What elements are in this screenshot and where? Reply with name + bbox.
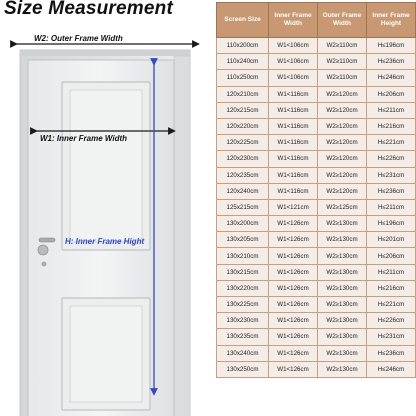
cell-inner-height: H≤216cm bbox=[367, 118, 416, 134]
cell-inner-height: H≤221cm bbox=[367, 297, 416, 313]
cell-inner-height: H≤236cm bbox=[367, 54, 416, 70]
cell-inner-width: W1<126cm bbox=[269, 248, 318, 264]
cell-screen-size: 130x200cm bbox=[217, 216, 269, 232]
cell-screen-size: 130x250cm bbox=[217, 361, 269, 377]
cell-screen-size: 130x235cm bbox=[217, 329, 269, 345]
table-row bbox=[217, 102, 416, 118]
cell-screen-size: 130x225cm bbox=[217, 297, 269, 313]
cell-outer-width: W2≥130cm bbox=[318, 345, 367, 361]
cell-inner-height: H≤226cm bbox=[367, 313, 416, 329]
cell-screen-size: 130x205cm bbox=[217, 232, 269, 248]
table-row bbox=[217, 151, 416, 167]
cell-inner-width: W1<126cm bbox=[269, 329, 318, 345]
table-row bbox=[217, 264, 416, 280]
cell-outer-width: W2≥130cm bbox=[318, 313, 367, 329]
cell-inner-width: W1<126cm bbox=[269, 216, 318, 232]
cell-outer-width: W2≥120cm bbox=[318, 135, 367, 151]
cell-screen-size: 130x210cm bbox=[217, 248, 269, 264]
cell-outer-width: W2≥120cm bbox=[318, 183, 367, 199]
cell-inner-width: W1<126cm bbox=[269, 313, 318, 329]
table-row bbox=[217, 345, 416, 361]
cell-inner-height: H≤196cm bbox=[367, 38, 416, 54]
cell-inner-width: W1<106cm bbox=[269, 38, 318, 54]
cell-inner-width: W1<126cm bbox=[269, 264, 318, 280]
header-screen-size: Screen Size bbox=[217, 3, 269, 38]
cell-screen-size: 120x230cm bbox=[217, 151, 269, 167]
cell-inner-height: H≤196cm bbox=[367, 216, 416, 232]
cell-outer-width: W2≥110cm bbox=[318, 70, 367, 86]
cell-outer-width: W2≥130cm bbox=[318, 232, 367, 248]
table-row bbox=[217, 297, 416, 313]
cell-inner-height: H≤206cm bbox=[367, 86, 416, 102]
cell-inner-height: H≤246cm bbox=[367, 70, 416, 86]
cell-inner-width: W1<126cm bbox=[269, 232, 318, 248]
cell-screen-size: 130x230cm bbox=[217, 313, 269, 329]
table-row bbox=[217, 232, 416, 248]
cell-screen-size: 120x210cm bbox=[217, 86, 269, 102]
cell-outer-width: W2≥130cm bbox=[318, 329, 367, 345]
cell-inner-width: W1<126cm bbox=[269, 280, 318, 296]
cell-outer-width: W2≥120cm bbox=[318, 118, 367, 134]
cell-outer-width: W2≥130cm bbox=[318, 216, 367, 232]
cell-inner-height: H≤211cm bbox=[367, 102, 416, 118]
cell-screen-size: 110x250cm bbox=[217, 70, 269, 86]
cell-inner-width: W1<116cm bbox=[269, 102, 318, 118]
door-drawing bbox=[0, 30, 212, 416]
cell-outer-width: W2≥120cm bbox=[318, 102, 367, 118]
size-table bbox=[216, 2, 416, 378]
cell-inner-height: H≤246cm bbox=[367, 361, 416, 377]
cell-inner-width: W1<116cm bbox=[269, 86, 318, 102]
cell-inner-width: W1<126cm bbox=[269, 297, 318, 313]
cell-inner-height: H≤221cm bbox=[367, 135, 416, 151]
cell-inner-height: H≤216cm bbox=[367, 280, 416, 296]
table-row bbox=[217, 216, 416, 232]
cell-inner-width: W1<106cm bbox=[269, 54, 318, 70]
cell-outer-width: W2≥120cm bbox=[318, 151, 367, 167]
table-row bbox=[217, 199, 416, 215]
table-row bbox=[217, 248, 416, 264]
table-header-row bbox=[217, 3, 416, 38]
table-row bbox=[217, 70, 416, 86]
cell-screen-size: 120x235cm bbox=[217, 167, 269, 183]
cell-inner-width: W1<116cm bbox=[269, 183, 318, 199]
table-row bbox=[217, 135, 416, 151]
cell-inner-width: W1<116cm bbox=[269, 118, 318, 134]
cell-outer-width: W2≥120cm bbox=[318, 86, 367, 102]
cell-inner-width: W1<116cm bbox=[269, 135, 318, 151]
cell-screen-size: 130x220cm bbox=[217, 280, 269, 296]
cell-outer-width: W2≥130cm bbox=[318, 361, 367, 377]
cell-outer-width: W2≥130cm bbox=[318, 248, 367, 264]
cell-inner-height: H≤231cm bbox=[367, 329, 416, 345]
cell-inner-height: H≤226cm bbox=[367, 151, 416, 167]
cell-screen-size: 110x240cm bbox=[217, 54, 269, 70]
cell-screen-size: 120x240cm bbox=[217, 183, 269, 199]
table-body bbox=[217, 38, 416, 378]
cell-inner-height: H≤201cm bbox=[367, 232, 416, 248]
cell-outer-width: W2≥130cm bbox=[318, 264, 367, 280]
cell-inner-height: H≤236cm bbox=[367, 183, 416, 199]
table-row bbox=[217, 329, 416, 345]
cell-outer-width: W2≥110cm bbox=[318, 54, 367, 70]
table-row bbox=[217, 167, 416, 183]
cell-inner-width: W1<116cm bbox=[269, 167, 318, 183]
cell-outer-width: W2≥130cm bbox=[318, 280, 367, 296]
cell-screen-size: 130x240cm bbox=[217, 345, 269, 361]
table-row bbox=[217, 313, 416, 329]
table-row bbox=[217, 280, 416, 296]
inner-width-label: W1: Inner Frame Width bbox=[40, 134, 128, 143]
cell-inner-height: H≤211cm bbox=[367, 264, 416, 280]
table-row bbox=[217, 361, 416, 377]
cell-inner-height: H≤206cm bbox=[367, 248, 416, 264]
cell-outer-width: W2≥125cm bbox=[318, 199, 367, 215]
cell-outer-width: W2≥110cm bbox=[318, 38, 367, 54]
table-row bbox=[217, 38, 416, 54]
door-illustration bbox=[0, 30, 212, 416]
cell-screen-size: 130x215cm bbox=[217, 264, 269, 280]
cell-screen-size: 120x215cm bbox=[217, 102, 269, 118]
cell-outer-width: W2≥120cm bbox=[318, 167, 367, 183]
cell-inner-width: W1<121cm bbox=[269, 199, 318, 215]
cell-screen-size: 110x200cm bbox=[217, 38, 269, 54]
header-inner-width: Inner Frame Width bbox=[269, 3, 318, 38]
cell-inner-width: W1<126cm bbox=[269, 361, 318, 377]
outer-width-label: W2: Outer Frame Width bbox=[34, 34, 123, 43]
cell-outer-width: W2≥130cm bbox=[318, 297, 367, 313]
cell-inner-height: H≤236cm bbox=[367, 345, 416, 361]
table-row bbox=[217, 118, 416, 134]
table-row bbox=[217, 54, 416, 70]
page-title: Size Measurement bbox=[4, 0, 173, 19]
cell-inner-width: W1<106cm bbox=[269, 70, 318, 86]
cell-screen-size: 125x215cm bbox=[217, 199, 269, 215]
cell-inner-width: W1<116cm bbox=[269, 151, 318, 167]
cell-inner-height: H≤211cm bbox=[367, 199, 416, 215]
header-inner-height: Inner Frame Height bbox=[367, 3, 416, 38]
cell-inner-width: W1<126cm bbox=[269, 345, 318, 361]
cell-screen-size: 120x225cm bbox=[217, 135, 269, 151]
inner-height-label: H: Inner Frame Hight bbox=[65, 237, 145, 246]
cell-screen-size: 120x220cm bbox=[217, 118, 269, 134]
cell-inner-height: H≤231cm bbox=[367, 167, 416, 183]
table-row bbox=[217, 86, 416, 102]
table-row bbox=[217, 183, 416, 199]
header-outer-width: Outer Frame Width bbox=[318, 3, 367, 38]
